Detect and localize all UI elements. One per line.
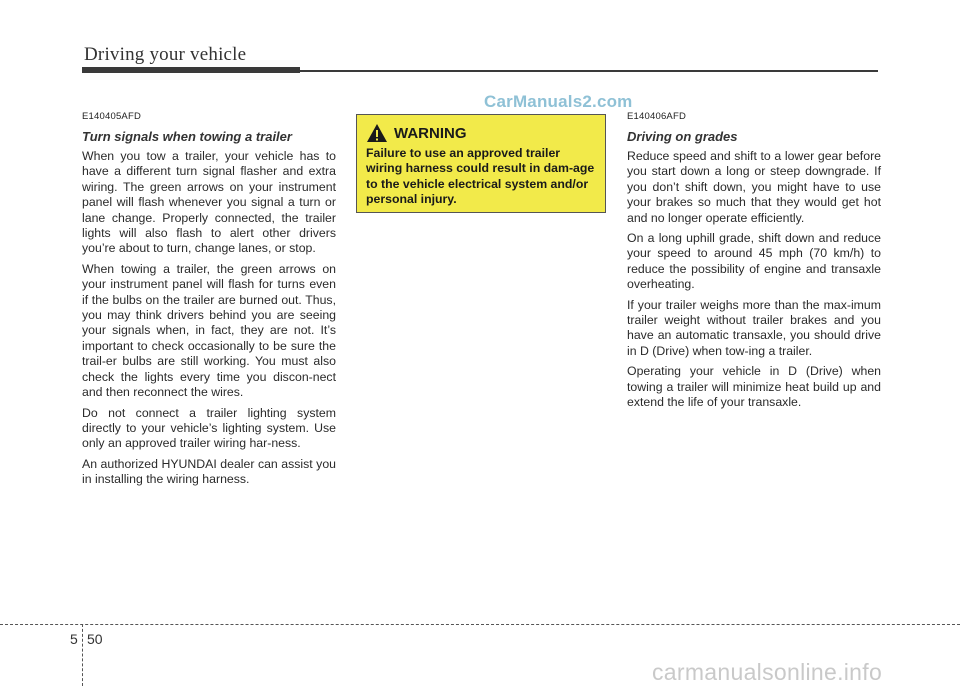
chapter-number: 5 [70, 631, 78, 647]
warning-triangle-icon [366, 123, 388, 143]
paragraph: When towing a trailer, the green arrows on your instrument panel will flash for turns even if the bulbs on the trailer are burned out. Thus, you may think drivers behind you are seeing your signals when, in fact, they are not. It’s important to check occasionally to be sure the trail-er bulbs are still working. You must also check the lights every time you discon-nect and then reconnect the wires. [82, 261, 336, 400]
page-number: 50 [87, 631, 103, 647]
warning-title: WARNING [394, 124, 467, 142]
warning-box [356, 114, 606, 213]
right-column [627, 111, 881, 416]
warning-text: Failure to use an approved trailer wiring harness could result in dam-age to the vehicle electrical system and/or personal injury. [366, 146, 595, 207]
paragraph: If your trailer weighs more than the max-imum trailer weight without trailer brakes and you have an automatic transaxle, you should drive in D (Drive) when tow-ing a trailer. [627, 297, 881, 358]
paragraph: Do not connect a trailer lighting system directly to your vehicle’s lighting system. Use only an approved trailer wiring har-ness. [82, 405, 336, 451]
paragraph: When you tow a trailer, your vehicle has to have a different turn signal flasher and extra wiring. The green arrows on your instrument panel will flash whenever you signal a turn or lane change. Properly connected, the trailer lights will also flash to alert other drivers you’re about to turn, change lanes, or stop. [82, 149, 336, 256]
section-heading: Turn signals when towing a trailer [82, 129, 292, 144]
section-code: E140406AFD [627, 111, 687, 122]
paragraph: Reduce speed and shift to a lower gear before you start down a long or steep downgrade. If you don’t shift down, you might have to use your brakes so much that they would get hot and no longer operate efficiently. [627, 149, 881, 225]
watermark-bottom: carmanualsonline.info [652, 659, 883, 685]
footer-divider [0, 624, 960, 625]
watermark-top: CarManuals2.com [484, 92, 633, 111]
header-rule [300, 70, 878, 72]
warning-header [366, 123, 597, 143]
footer-vertical-divider [82, 624, 83, 686]
paragraph: On a long uphill grade, shift down and reduce your speed to around 45 mph (70 km/h) to reduce the possibility of engine and transaxle overheating. [627, 231, 881, 292]
section-code: E140405AFD [82, 111, 142, 122]
paragraph: Operating your vehicle in D (Drive) when towing a trailer will minimize heat build up and extend the life of your transaxle. [627, 364, 881, 410]
section-heading: Driving on grades [627, 129, 738, 144]
page-section-title: Driving your vehicle [84, 44, 247, 65]
left-column [82, 111, 336, 493]
header-bar-thick [82, 67, 300, 73]
paragraph: An authorized HYUNDAI dealer can assist you in installing the wiring harness. [82, 456, 336, 487]
